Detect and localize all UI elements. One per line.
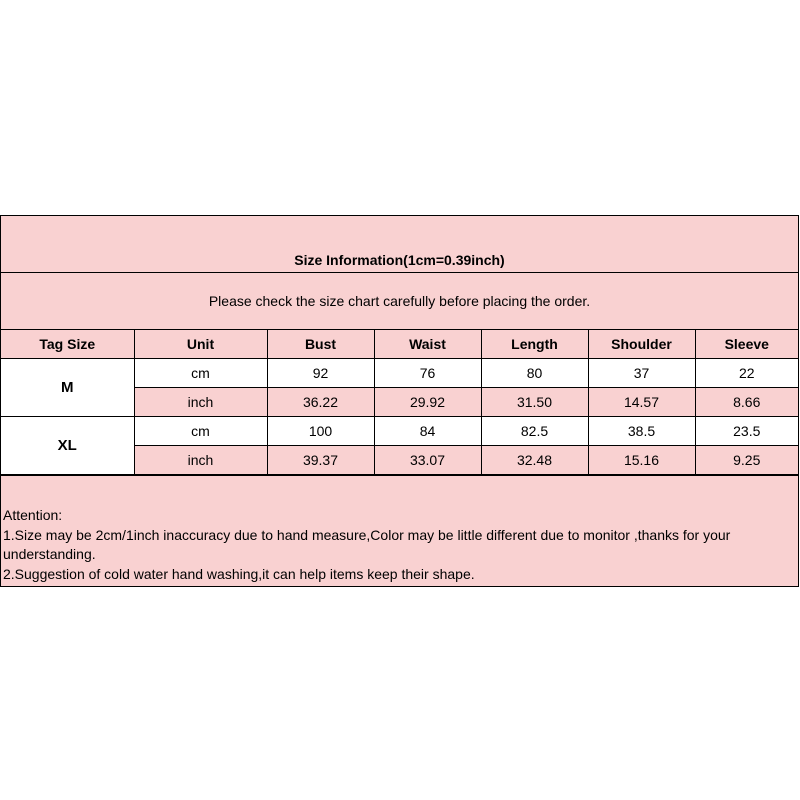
header-length: Length [481,330,588,359]
bust-cell: 92 [267,359,374,388]
unit-cell: cm [134,417,267,446]
header-shoulder: Shoulder [588,330,695,359]
tag-size-cell: XL [1,417,134,475]
table-row [1,417,798,446]
shoulder-cell: 14.57 [588,388,695,417]
size-chart [0,215,799,587]
header-sleeve: Sleeve [695,330,798,359]
bust-cell: 36.22 [267,388,374,417]
attention-heading: Attention: [3,507,63,523]
shoulder-cell: 38.5 [588,417,695,446]
sleeve-cell: 22 [695,359,798,388]
length-cell: 32.48 [481,446,588,475]
header-waist: Waist [374,330,481,359]
shoulder-cell: 15.16 [588,446,695,475]
unit-cell: inch [134,446,267,475]
shoulder-cell: 37 [588,359,695,388]
size-chart-title: Size Information(1cm=0.39inch) [294,252,505,268]
size-table [1,330,798,475]
header-tag-size: Tag Size [1,330,134,359]
sleeve-cell: 23.5 [695,417,798,446]
notice-text: Please check the size chart carefully before placing the order. [208,293,591,309]
length-cell: 31.50 [481,388,588,417]
bust-cell: 100 [267,417,374,446]
notice-row [1,273,798,330]
header-unit: Unit [134,330,267,359]
size-chart-title-row [1,216,798,273]
attention-line-1: 1.Size may be 2cm/1inch inaccuracy due to hand measure,Color may be little different due to monitor ,thanks for your understanding. [3,526,731,562]
sleeve-cell: 8.66 [695,388,798,417]
attention-notes [1,506,798,586]
bust-cell: 39.37 [267,446,374,475]
attention-line-2: 2.Suggestion of cold water hand washing,it can help items keep their shape. [3,565,475,582]
tag-size-cell: M [1,359,134,417]
sleeve-cell: 9.25 [695,446,798,475]
table-row [1,359,798,388]
waist-cell: 33.07 [374,446,481,475]
unit-cell: inch [134,388,267,417]
waist-cell: 76 [374,359,481,388]
length-cell: 80 [481,359,588,388]
spacer-row [1,475,798,506]
length-cell: 82.5 [481,417,588,446]
waist-cell: 84 [374,417,481,446]
table-header-row [1,330,798,359]
unit-cell: cm [134,359,267,388]
waist-cell: 29.92 [374,388,481,417]
header-bust: Bust [267,330,374,359]
